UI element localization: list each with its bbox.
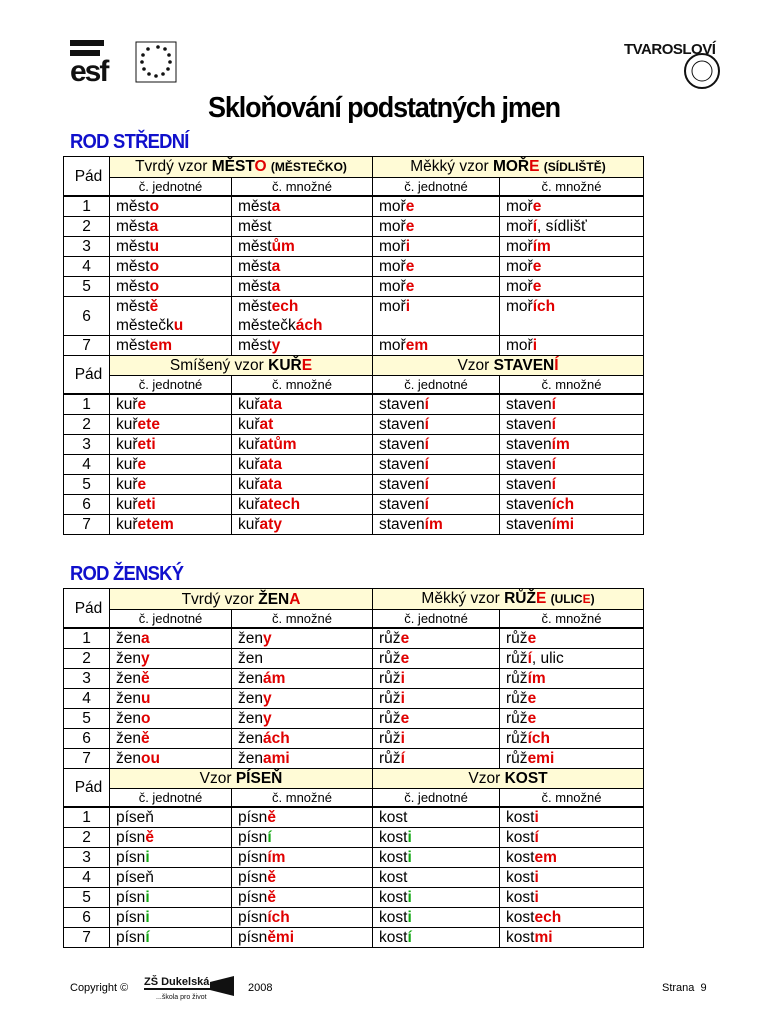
word-form: kuřat — [232, 415, 373, 435]
word-form: ženy — [232, 628, 373, 649]
word-form: růží — [373, 749, 500, 769]
case-number: 1 — [64, 628, 110, 649]
word-form: růže — [373, 649, 500, 669]
word-form: mořím — [500, 237, 644, 257]
word-form: kuřata — [232, 455, 373, 475]
word-form: kostech — [500, 908, 644, 928]
case-number: 3 — [64, 237, 110, 257]
case-number: 1 — [64, 807, 110, 828]
word-form: městu — [110, 237, 232, 257]
case-number: 1 — [64, 196, 110, 217]
case-number: 4 — [64, 689, 110, 709]
word-form: moře — [373, 277, 500, 297]
table-row — [64, 628, 644, 649]
word-form: stavení — [500, 415, 644, 435]
word-form: píseň — [110, 807, 232, 828]
word-form: městům — [232, 237, 373, 257]
table-row — [64, 649, 644, 669]
case-number: 3 — [64, 848, 110, 868]
sg-label: č. jednotné — [373, 376, 500, 395]
word-form: stavení — [373, 495, 500, 515]
year-text: 2008 — [248, 982, 273, 994]
sg-label: č. jednotné — [110, 610, 232, 629]
word-form: městem — [110, 336, 232, 356]
table-row — [64, 729, 644, 749]
table-row — [64, 868, 644, 888]
word-form: města — [232, 277, 373, 297]
pattern-mesto: Tvrdý vzor MĚSTO (MĚSTEČKO) — [110, 157, 373, 178]
word-form: písních — [232, 908, 373, 928]
case-number: 5 — [64, 475, 110, 495]
table-row — [64, 277, 644, 297]
word-form: kosti — [373, 848, 500, 868]
pad-label: Pád — [64, 769, 110, 808]
case-number: 7 — [64, 336, 110, 356]
pad-label: Pád — [64, 157, 110, 197]
pattern-kure: Smíšený vzor KUŘE — [110, 356, 373, 376]
page-title: Skloňování podstatných jmen — [207, 92, 561, 124]
word-form: kost — [373, 807, 500, 828]
word-form: kostí — [373, 928, 500, 948]
table-row — [64, 888, 644, 908]
case-number: 6 — [64, 729, 110, 749]
word-form: kuřetem — [110, 515, 232, 535]
word-form: kosti — [373, 828, 500, 848]
word-form: stavením — [373, 515, 500, 535]
table-row — [64, 435, 644, 455]
word-form: města — [232, 196, 373, 217]
word-form: kosti — [373, 908, 500, 928]
word-form: městě městečku — [110, 297, 232, 336]
word-form: moře — [500, 277, 644, 297]
word-form: ženy — [232, 689, 373, 709]
word-form: mořem — [373, 336, 500, 356]
word-form: kostí — [500, 828, 644, 848]
word-form: kosti — [500, 888, 644, 908]
word-form: ženě — [110, 669, 232, 689]
word-form: písni — [110, 908, 232, 928]
table-row — [64, 394, 644, 415]
pattern-kost: Vzor KOST — [373, 769, 644, 789]
word-form: kost — [373, 868, 500, 888]
pl-label: č. množné — [232, 376, 373, 395]
pl-label: č. množné — [232, 789, 373, 808]
word-form: růžím — [500, 669, 644, 689]
case-number: 2 — [64, 649, 110, 669]
word-form: ženou — [110, 749, 232, 769]
word-form: kuře — [110, 455, 232, 475]
word-form: městech městečkách — [232, 297, 373, 336]
case-number: 7 — [64, 749, 110, 769]
table-row — [64, 689, 644, 709]
word-form: kostmi — [500, 928, 644, 948]
word-form: píseň — [110, 868, 232, 888]
section-heading-neuter: ROD STŘEDNÍ — [70, 131, 189, 153]
word-form: kosti — [500, 868, 644, 888]
word-form: růži — [373, 669, 500, 689]
table-row — [64, 828, 644, 848]
word-form: moře — [373, 217, 500, 237]
word-form: moří, sídlišť — [500, 217, 644, 237]
case-number: 6 — [64, 495, 110, 515]
word-form: moře — [500, 257, 644, 277]
table-row — [64, 297, 644, 336]
word-form: měst — [232, 217, 373, 237]
word-form: moře — [500, 196, 644, 217]
word-form: písním — [232, 848, 373, 868]
word-form: písně — [232, 868, 373, 888]
word-form: růže — [373, 709, 500, 729]
case-number: 7 — [64, 928, 110, 948]
school-logo — [142, 972, 242, 1006]
pattern-more: Měkký vzor MOŘE (SÍDLIŠTĚ) — [373, 157, 644, 178]
case-number: 2 — [64, 217, 110, 237]
pl-label: č. množné — [500, 178, 644, 197]
neuter-declension-table — [63, 156, 644, 535]
table-row — [64, 709, 644, 729]
word-form: ženy — [232, 709, 373, 729]
table-row — [64, 217, 644, 237]
word-form: kuřata — [232, 475, 373, 495]
case-number: 2 — [64, 415, 110, 435]
pl-label: č. množné — [500, 610, 644, 629]
tvaroslovi-logo — [622, 36, 722, 92]
word-form: města — [232, 257, 373, 277]
table-row — [64, 336, 644, 356]
word-form: ženy — [110, 649, 232, 669]
svg-text:ZŠ Dukelská: ZŠ Dukelská — [144, 976, 210, 988]
pattern-zena: Tvrdý vzor ŽENA — [110, 589, 373, 610]
sg-label: č. jednotné — [110, 376, 232, 395]
word-form: kuře — [110, 475, 232, 495]
word-form: staveními — [500, 515, 644, 535]
word-form: moři — [500, 336, 644, 356]
case-number: 4 — [64, 868, 110, 888]
word-form: stavení — [373, 394, 500, 415]
word-form: moře — [373, 196, 500, 217]
word-form: písně — [110, 828, 232, 848]
word-form: stavení — [373, 475, 500, 495]
pattern-header-row — [64, 157, 644, 178]
case-number: 6 — [64, 297, 110, 336]
case-number: 1 — [64, 394, 110, 415]
word-form: písni — [110, 888, 232, 908]
word-form: ženách — [232, 729, 373, 749]
word-form: růžích — [500, 729, 644, 749]
word-form: růží, ulic — [500, 649, 644, 669]
sg-label: č. jednotné — [373, 178, 500, 197]
word-form: písně — [232, 888, 373, 908]
word-form: růži — [373, 729, 500, 749]
sg-label: č. jednotné — [110, 178, 232, 197]
table-row — [64, 848, 644, 868]
word-form: stavení — [500, 455, 644, 475]
table-row — [64, 237, 644, 257]
case-number: 6 — [64, 908, 110, 928]
case-number: 3 — [64, 435, 110, 455]
word-form: ženě — [110, 729, 232, 749]
table-row — [64, 749, 644, 769]
copyright-text: Copyright © — [70, 982, 129, 994]
case-number: 5 — [64, 888, 110, 908]
sg-label: č. jednotné — [373, 789, 500, 808]
word-form: kuře — [110, 394, 232, 415]
case-number: 4 — [64, 455, 110, 475]
case-number: 4 — [64, 257, 110, 277]
table-row — [64, 495, 644, 515]
table-row — [64, 257, 644, 277]
word-form: ženami — [232, 749, 373, 769]
word-form: růže — [500, 628, 644, 649]
table-row — [64, 196, 644, 217]
word-form: moři — [373, 237, 500, 257]
word-form: stavením — [500, 435, 644, 455]
word-form: kuřete — [110, 415, 232, 435]
case-number: 2 — [64, 828, 110, 848]
pad-label: Pád — [64, 589, 110, 629]
word-form: kosti — [500, 807, 644, 828]
word-form: stavení — [500, 394, 644, 415]
pl-label: č. množné — [500, 376, 644, 395]
table-row — [64, 908, 644, 928]
pattern-pisen: Vzor PÍSEŇ — [110, 769, 373, 789]
word-form: kosti — [373, 888, 500, 908]
page-number: Strana 9 — [662, 982, 707, 994]
word-form: ženu — [110, 689, 232, 709]
word-form: mořích — [500, 297, 644, 336]
case-number: 5 — [64, 709, 110, 729]
word-form: kostem — [500, 848, 644, 868]
case-number: 3 — [64, 669, 110, 689]
table-row — [64, 928, 644, 948]
word-form: staveních — [500, 495, 644, 515]
word-form: kuřeti — [110, 435, 232, 455]
word-form: písně — [232, 807, 373, 828]
word-form: moři — [373, 297, 500, 336]
esf-logo — [68, 38, 190, 84]
table-row — [64, 475, 644, 495]
svg-text:TVAROSLOVÍ: TVAROSLOVÍ — [624, 41, 716, 58]
table-row — [64, 807, 644, 828]
word-form: moře — [373, 257, 500, 277]
word-form: růži — [373, 689, 500, 709]
word-form: stavení — [373, 435, 500, 455]
word-form: písní — [110, 928, 232, 948]
word-form: písni — [110, 848, 232, 868]
word-form: kuřatech — [232, 495, 373, 515]
word-form: stavení — [500, 475, 644, 495]
svg-text:esf: esf — [70, 55, 108, 84]
table-row — [64, 415, 644, 435]
pattern-staveni: Vzor STAVENÍ — [373, 356, 644, 376]
word-form: růže — [500, 709, 644, 729]
pl-label: č. množné — [500, 789, 644, 808]
table-row — [64, 515, 644, 535]
case-number: 7 — [64, 515, 110, 535]
word-form: písněmi — [232, 928, 373, 948]
pattern-ruze: Měkký vzor RŮŽE (ULICE) — [373, 589, 644, 610]
word-form: písní — [232, 828, 373, 848]
feminine-declension-table — [63, 588, 644, 948]
word-form: ženám — [232, 669, 373, 689]
word-form: kuřata — [232, 394, 373, 415]
word-form: růžemi — [500, 749, 644, 769]
word-form: město — [110, 277, 232, 297]
sg-label: č. jednotné — [373, 610, 500, 629]
word-form: stavení — [373, 455, 500, 475]
word-form: stavení — [373, 415, 500, 435]
word-form: města — [110, 217, 232, 237]
word-form: žena — [110, 628, 232, 649]
word-form: město — [110, 257, 232, 277]
word-form: růže — [500, 689, 644, 709]
table-row — [64, 669, 644, 689]
word-form: městy — [232, 336, 373, 356]
word-form: ženo — [110, 709, 232, 729]
sg-label: č. jednotné — [110, 789, 232, 808]
table-row — [64, 455, 644, 475]
word-form: kuřatům — [232, 435, 373, 455]
pad-label: Pád — [64, 356, 110, 395]
word-form: město — [110, 196, 232, 217]
word-form: kuřeti — [110, 495, 232, 515]
svg-text:...škola pro život: ...škola pro život — [156, 994, 207, 1001]
case-number: 5 — [64, 277, 110, 297]
section-heading-feminine: ROD ŽENSKÝ — [70, 563, 184, 585]
pl-label: č. množné — [232, 610, 373, 629]
word-form: žen — [232, 649, 373, 669]
pl-label: č. množné — [232, 178, 373, 197]
word-form: růže — [373, 628, 500, 649]
word-form: kuřaty — [232, 515, 373, 535]
